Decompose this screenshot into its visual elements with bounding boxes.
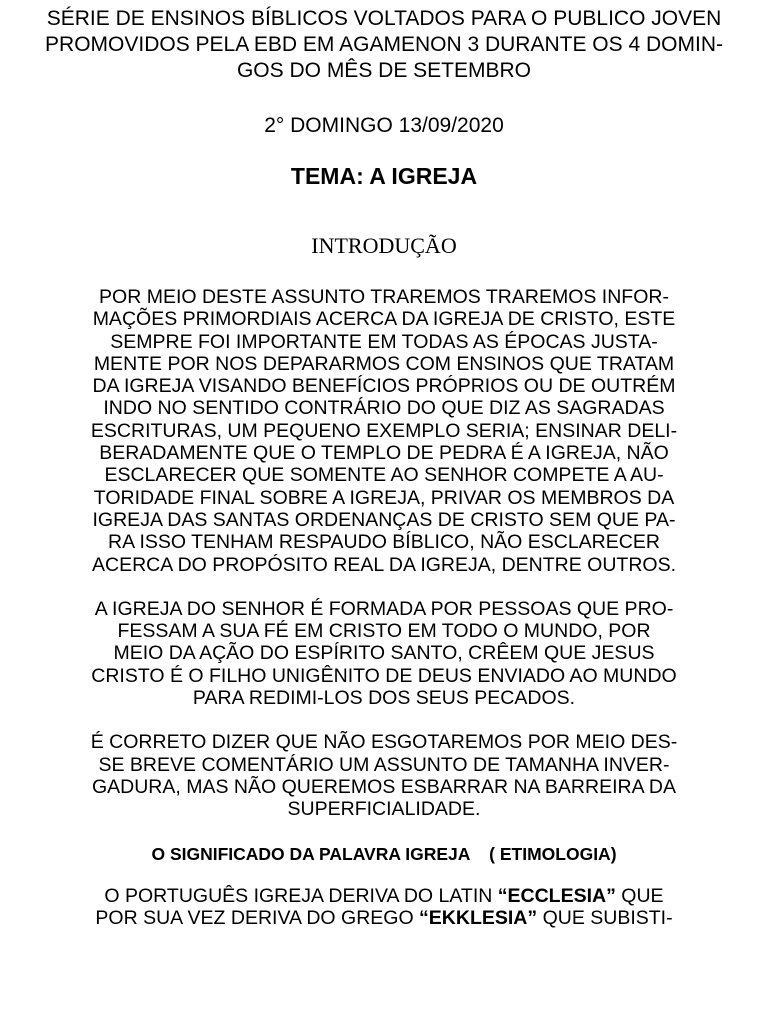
text-line: MEIO DA AÇÃO DO ESPÍRITO SANTO, CRÊEM QUE JESUS (113, 642, 655, 665)
paragraph-scope (64, 731, 704, 820)
text-line: SEMPRE FOI IMPORTANTE EM TODAS AS ÉPOCAS JUSTA- (110, 330, 658, 353)
text-line: CRISTO É O FILHO UNIGÊNITO DE DEUS ENVIADO AO MUNDO (91, 664, 677, 687)
text-segment: QUE SUBISTI- (537, 906, 673, 929)
text-segment: QUE (615, 884, 664, 907)
text-segment: O PORTUGUÊS IGREJA DERIVA DO LATIN (104, 884, 498, 907)
etymology-heading (0, 843, 768, 865)
header-line: PROMOVIDOS PELA EBD EM AGAMENON 3 DURANTE OS 4 DOMIN- (45, 33, 723, 56)
text-line: GADURA, MAS NÃO QUEREMOS ESBARRAR NA BARREIRA DA (91, 775, 677, 798)
text-line: FESSAM A SUA FÉ EM CRISTO EM TODO O MUNDO, POR (117, 620, 651, 643)
text-line: MAÇÕES PRIMORDIAIS ACERCA DA IGREJA DE CRISTO, ESTE (92, 308, 676, 331)
text-segment: POR SUA VEZ DERIVA DO GREGO (95, 906, 420, 929)
text-line: RA ISSO TENHAM RESPAUDO BÍBLICO, NÃO ESCLARECER (108, 531, 660, 554)
paragraph-church-definition (64, 598, 704, 709)
text-line (64, 907, 704, 929)
text-line: MENTE POR NOS DEPARARMOS COM ENSINOS QUE TRATAM (93, 352, 675, 375)
text-line: POR MEIO DESTE ASSUNTO TRAREMOS TRAREMOS INFOR- (99, 286, 669, 308)
text-line: A IGREJA DO SENHOR É FORMADA POR PESSOAS QUE PRO- (94, 597, 674, 620)
introduction-heading: INTRODUÇÃO (311, 233, 457, 258)
text-line: SUPERFICIALIDADE. (287, 798, 481, 821)
header-line: SÉRIE DE ENSINOS BÍBLICOS VOLTADOS PARA O PUBLICO JOVEN (46, 7, 722, 30)
text-line: ESCRITURAS, UM PEQUENO EXEMPLO SERIA; ENSINAR DELI- (90, 419, 678, 442)
text-line: IGREJA DAS SANTAS ORDENANÇAS DE CRISTO SEM QUE PA- (92, 508, 676, 531)
text-line (64, 885, 704, 907)
latin-term: “ECCLESIA” (497, 884, 616, 907)
series-header (4, 6, 764, 84)
text-line: BERADAMENTE QUE O TEMPLO DE PEDRA É A IGREJA, NÃO (99, 442, 669, 465)
section-heading-text: O SIGNIFICADO DA PALAVRA IGREJA ( ETIMOLOGIA) (151, 843, 617, 864)
theme-title: TEMA: A IGREJA (290, 163, 478, 189)
text-line: ESCLARECER QUE SOMENTE AO SENHOR COMPETE A AU- (104, 464, 664, 487)
text-line: ACERCA DO PROPÓSITO REAL DA IGREJA, DENTRE OUTROS. (91, 553, 677, 576)
text-line: SE BREVE COMENTÁRIO UM ASSUNTO DE TAMANHA INVER- (98, 753, 670, 776)
text-line: TORIDADE FINAL SOBRE A IGREJA, PRIVAR OS MEMBROS DA (93, 486, 675, 509)
header-line: GOS DO MÊS DE SETEMBRO (236, 59, 532, 82)
text-line: INDO NO SENTIDO CONTRÁRIO DO QUE DIZ AS SAGRADAS (103, 397, 665, 420)
greek-term: “EKKLESIA” (419, 906, 538, 929)
text-line: PARA REDIMI-LOS DOS SEUS PECADOS. (192, 687, 576, 710)
text-line: É CORRETO DIZER QUE NÃO ESGOTAREMOS POR MEIO DES- (90, 731, 678, 754)
date-line: 2° DOMINGO 13/09/2020 (264, 114, 504, 137)
text-line: DA IGREJA VISANDO BENEFÍCIOS PRÓPRIOS OU DE OUTRÉM (92, 375, 676, 398)
paragraph-etymology (64, 885, 704, 930)
paragraph-intro (64, 286, 704, 576)
